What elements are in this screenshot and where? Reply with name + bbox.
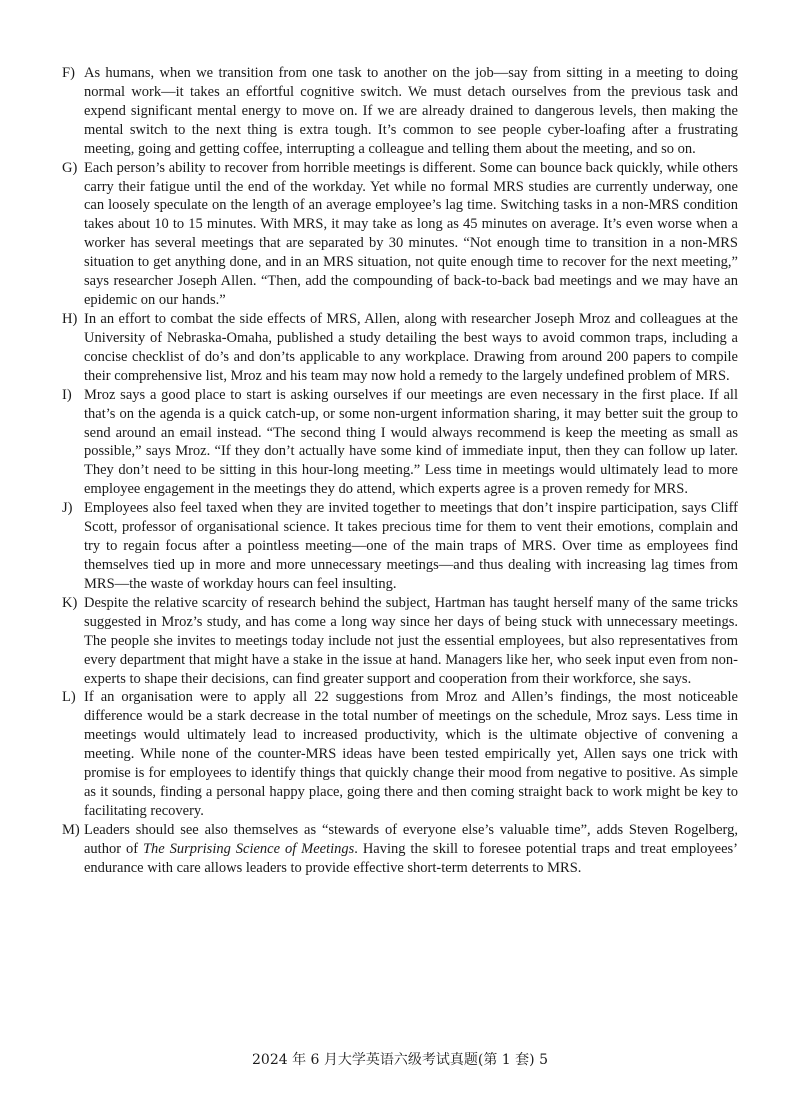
paragraph-text: If an organisation were to apply all 22 suggestions from Mroz and Allen’s findings, the most noticeable difference would be a stark decrease in the total number of meetings on the schedule, Mroz says. Less time in meetings would ultimately lead to increased productivity, which is the ultimate objective of convening a meeting. While none of the counter-MRS ideas have been tested empirically yet, Allen says one trick with promise is for employees to identify things that quickly change their mood from negative to positive. As simple as it sounds, finding a personal happy place, going there and then coming straight back to work might be key to facilitating recovery. [84,689,738,819]
paragraph [62,688,738,820]
paragraph-text: As humans, when we transition from one task to another on the job—say from sitting in a meeting to doing normal work—it takes an effortful cognitive switch. We must detach ourselves from the previous task and expend significant mental energy to move on. If we are already drained to dangerous levels, then making the mental switch to the next thing is extra tough. It’s common to see people cyber-loafing after a frustrating meeting, going and getting coffee, interrupting a colleague and telling them about the meeting, and so on. [84,65,738,157]
paragraph [62,64,738,159]
passage [62,64,738,878]
paragraph-label: M) [62,821,80,838]
paragraph [62,310,738,386]
paragraph-text: Each person’s ability to recover from horrible meetings is different. Some can bounce back quickly, while others carry their fatigue until the end of the workday. Yet while no formal MRS studies are currently underway, one can loosely speculate on the length of an average employee’s lag time. Switching tasks in a non-MRS condition takes about 10 to 15 minutes. With MRS, it may take as long as 45 minutes on average. It’s even worse when a worker has several meetings that are separated by 30 minutes. “Not enough time to transition in a non-MRS situation to get anything done, and in an MRS situation, not quite enough time to recover for the next meeting,” says researcher Joseph Allen. “Then, add the compounding of back-to-back bad meetings and we may have an epidemic on our hands.” [84,159,738,309]
book-title: The Surprising Science of Meetings [142,840,355,857]
page-footer: 2024 年 6 月大学英语六级考试真题(第 1 套) 5 [252,1052,548,1068]
paragraph-text-before: Leaders should see also themselves as “stewards of everyone else’s valuable time”, adds Steven Rogelberg, author of [84,821,738,857]
paragraph-text [84,821,738,878]
paragraph [62,821,738,878]
paragraph [62,594,738,689]
paragraph [62,499,738,594]
paragraph-label: H) [62,310,78,327]
paragraph-text-after: . Having the skill to foresee potential traps and treat employees’ endurance with care allows leaders to provide effective short-term deterrents to MRS. [84,840,739,876]
paragraph-label: J) [62,500,73,517]
paragraph-label: K) [62,594,78,611]
paragraph [62,159,738,310]
paragraph-label: G) [62,159,78,176]
paragraph-text: Despite the relative scarcity of research behind the subject, Hartman has taught herself many of the same tricks suggested in Mroz’s study, and has come a long way since her days of being stuck with unnecessary meetings. The people she invites to meetings today include not just the essential employees, but also representatives from every department that might have a stake in the issue at hand. Managers like her, who seek input even from non-experts to shape their decisions, can find greater support and cooperation from their workforce, she says. [84,594,738,687]
paragraph-text: Mroz says a good place to start is asking ourselves if our meetings are even necessary in the first place. If all that’s on the agenda is a quick catch-up, or some non-urgent information sharing, it may better suit the group to send around an email instead. “The second thing I would always recommend is keep the meeting as small as possible,” says Mroz. “If they don’t actually have some kind of immediate input, then they can follow up later. They don’t need to be sitting in this hour-long meeting.” Less time in meetings would ultimately lead to more employee engagement in the meetings they do attend, which experts agree is a proven remedy for MRS. [84,386,738,498]
paragraph-label: L) [62,689,76,706]
paragraph-text: In an effort to combat the side effects of MRS, Allen, along with researcher Joseph Mroz and colleagues at the University of Nebraska-Omaha, published a study detailing the best ways to avoid common traps, including a concise checklist of do’s and don’ts applicable to any workplace. Drawing from around 200 papers to compile their comprehensive list, Mroz and his team may now hold a remedy to the largely undefined problem of MRS. [84,310,738,384]
paragraph-text: Employees also feel taxed when they are invited together to meetings that don’t inspire participation, says Cliff Scott, professor of organisational science. It takes precious time for them to vent their emotions, complain and try to regain focus after a pointless meeting—one of the main traps of MRS. Over time as employees find themselves tied up in more and more unnecessary meetings—and thus dealing with increasing lag times from MRS—the waste of workday hours can feel insulting. [84,500,738,592]
paragraph [62,386,738,500]
paragraph-label: F) [62,65,75,81]
paragraph-label: I) [62,386,72,403]
